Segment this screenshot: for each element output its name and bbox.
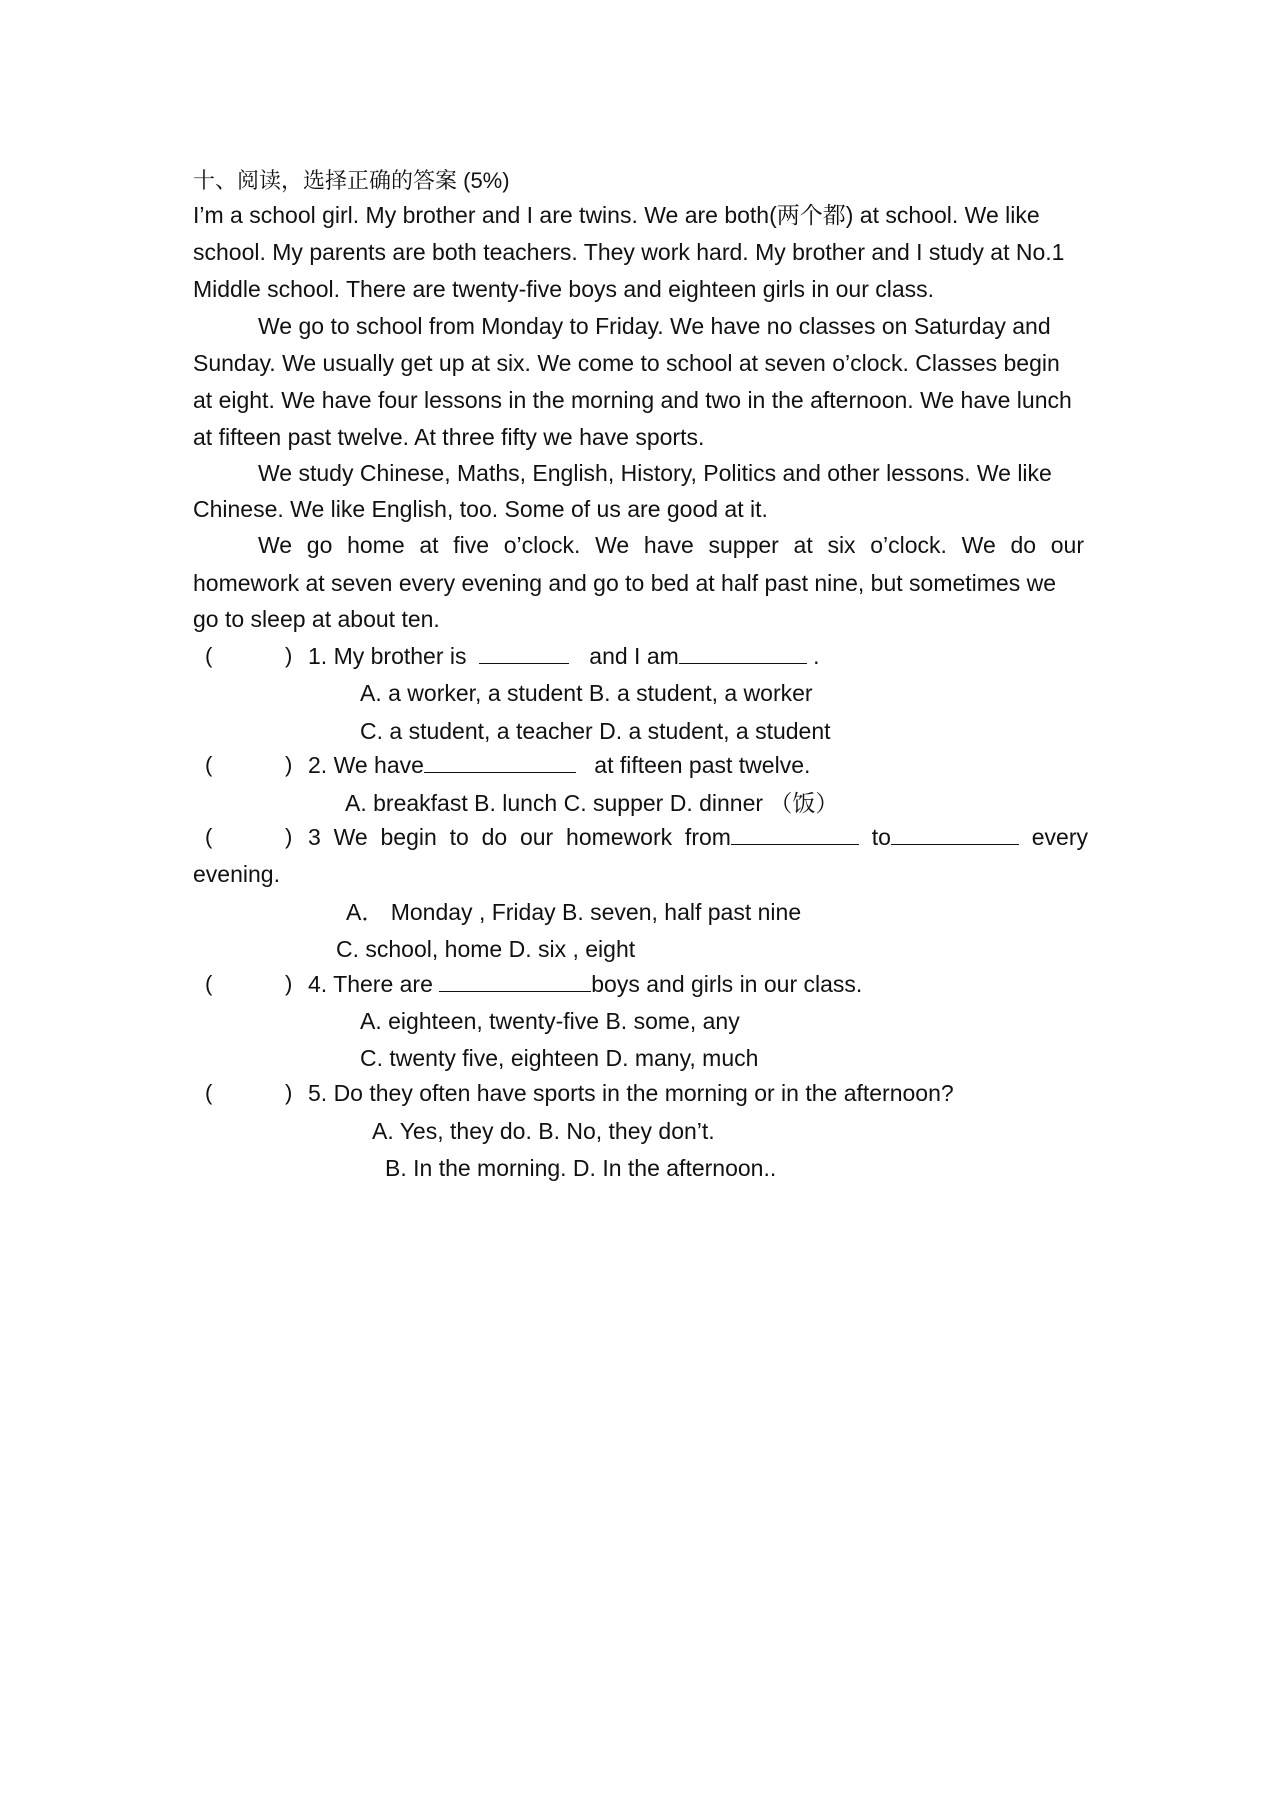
question-3-options-2: C. school, home D. six , eight bbox=[336, 936, 636, 962]
passage-line-6: at eight. We have four lessons in the morning and two in the afternoon. We have lunch bbox=[193, 387, 1072, 413]
passage-line-10: We go home at five o’clock. We have supper at six o’clock. We do our bbox=[258, 532, 1084, 558]
question-1-text-b: and I am bbox=[582, 643, 679, 669]
question-4-text-b: boys and girls in our class. bbox=[591, 971, 863, 997]
answer-paren-open-1: ( bbox=[205, 643, 213, 668]
answer-blank-3a[interactable] bbox=[731, 822, 859, 845]
question-5-options-2: B. In the morning. D. In the afternoon.. bbox=[385, 1155, 777, 1181]
answer-blank-1a[interactable] bbox=[479, 641, 569, 664]
question-3-continuation: evening. bbox=[193, 861, 280, 887]
answer-blank-2[interactable] bbox=[424, 750, 576, 773]
section-heading: 十、阅读，选择正确的答案 (5%) bbox=[193, 168, 510, 193]
answer-blank-1b[interactable] bbox=[679, 641, 807, 664]
question-3-text-a: 3 We begin to do our homework from bbox=[308, 824, 731, 850]
answer-blank-3b[interactable] bbox=[891, 822, 1019, 845]
question-4-options-1: A. eighteen, twenty-five B. some, any bbox=[360, 1008, 740, 1034]
answer-paren-close-1: ) bbox=[285, 643, 293, 668]
answer-paren-close-2: ) bbox=[285, 752, 293, 777]
question-5-options-1: A. Yes, they do. B. No, they don’t. bbox=[372, 1118, 715, 1144]
passage-line-5: Sunday. We usually get up at six. We come to school at seven o’clock. Classes begin bbox=[193, 350, 1060, 376]
question-1 bbox=[308, 641, 820, 671]
answer-paren-open-4: ( bbox=[205, 971, 213, 996]
passage-line-12: go to sleep at about ten. bbox=[193, 606, 440, 632]
answer-paren-close-5: ) bbox=[285, 1080, 293, 1105]
question-2-options-1: A. breakfast B. lunch C. supper D. dinner （饭） bbox=[345, 790, 839, 816]
question-2-text-b: at fifteen past twelve. bbox=[587, 752, 811, 778]
question-4 bbox=[308, 969, 862, 999]
question-2-text-a: 2. We have bbox=[308, 752, 424, 778]
question-3-options-1: A． Monday , Friday B. seven, half past nine bbox=[346, 899, 802, 925]
answer-paren-close-3: ) bbox=[285, 824, 293, 849]
question-3-text-c: every bbox=[1031, 824, 1088, 850]
passage-line-3: Middle school. There are twenty-five boys and eighteen girls in our class. bbox=[193, 276, 935, 302]
question-3 bbox=[308, 822, 1088, 852]
passage-line-2: school. My parents are both teachers. They work hard. My brother and I study at No.1 bbox=[193, 239, 1065, 265]
question-1-text-c: . bbox=[806, 643, 820, 669]
question-5: 5. Do they often have sports in the morning or in the afternoon? bbox=[308, 1080, 954, 1106]
answer-paren-open-3: ( bbox=[205, 824, 213, 849]
question-2 bbox=[308, 750, 810, 780]
question-3-text-b: to bbox=[871, 824, 891, 850]
question-1-text-a: 1. My brother is bbox=[308, 643, 473, 669]
passage-line-9: Chinese. We like English, too. Some of us are good at it. bbox=[193, 496, 768, 522]
passage-line-8: We study Chinese, Maths, English, History, Politics and other lessons. We like bbox=[258, 460, 1052, 486]
answer-paren-open-5: ( bbox=[205, 1080, 213, 1105]
answer-blank-4[interactable] bbox=[439, 969, 591, 992]
question-4-text-a: 4. There are bbox=[308, 971, 440, 997]
passage-line-1: I’m a school girl. My brother and I are twins. We are both(两个都) at school. We like bbox=[193, 202, 1040, 228]
question-4-options-2: C. twenty five, eighteen D. many, much bbox=[360, 1045, 759, 1071]
question-1-options-1: A. a worker, a student B. a student, a worker bbox=[360, 680, 813, 706]
passage-line-7: at fifteen past twelve. At three fifty we have sports. bbox=[193, 424, 705, 450]
passage-line-4: We go to school from Monday to Friday. We have no classes on Saturday and bbox=[258, 313, 1051, 339]
answer-paren-close-4: ) bbox=[285, 971, 293, 996]
answer-paren-open-2: ( bbox=[205, 752, 213, 777]
question-1-options-2: C. a student, a teacher D. a student, a student bbox=[360, 718, 831, 744]
passage-line-11: homework at seven every evening and go to bed at half past nine, but sometimes we bbox=[193, 570, 1057, 596]
